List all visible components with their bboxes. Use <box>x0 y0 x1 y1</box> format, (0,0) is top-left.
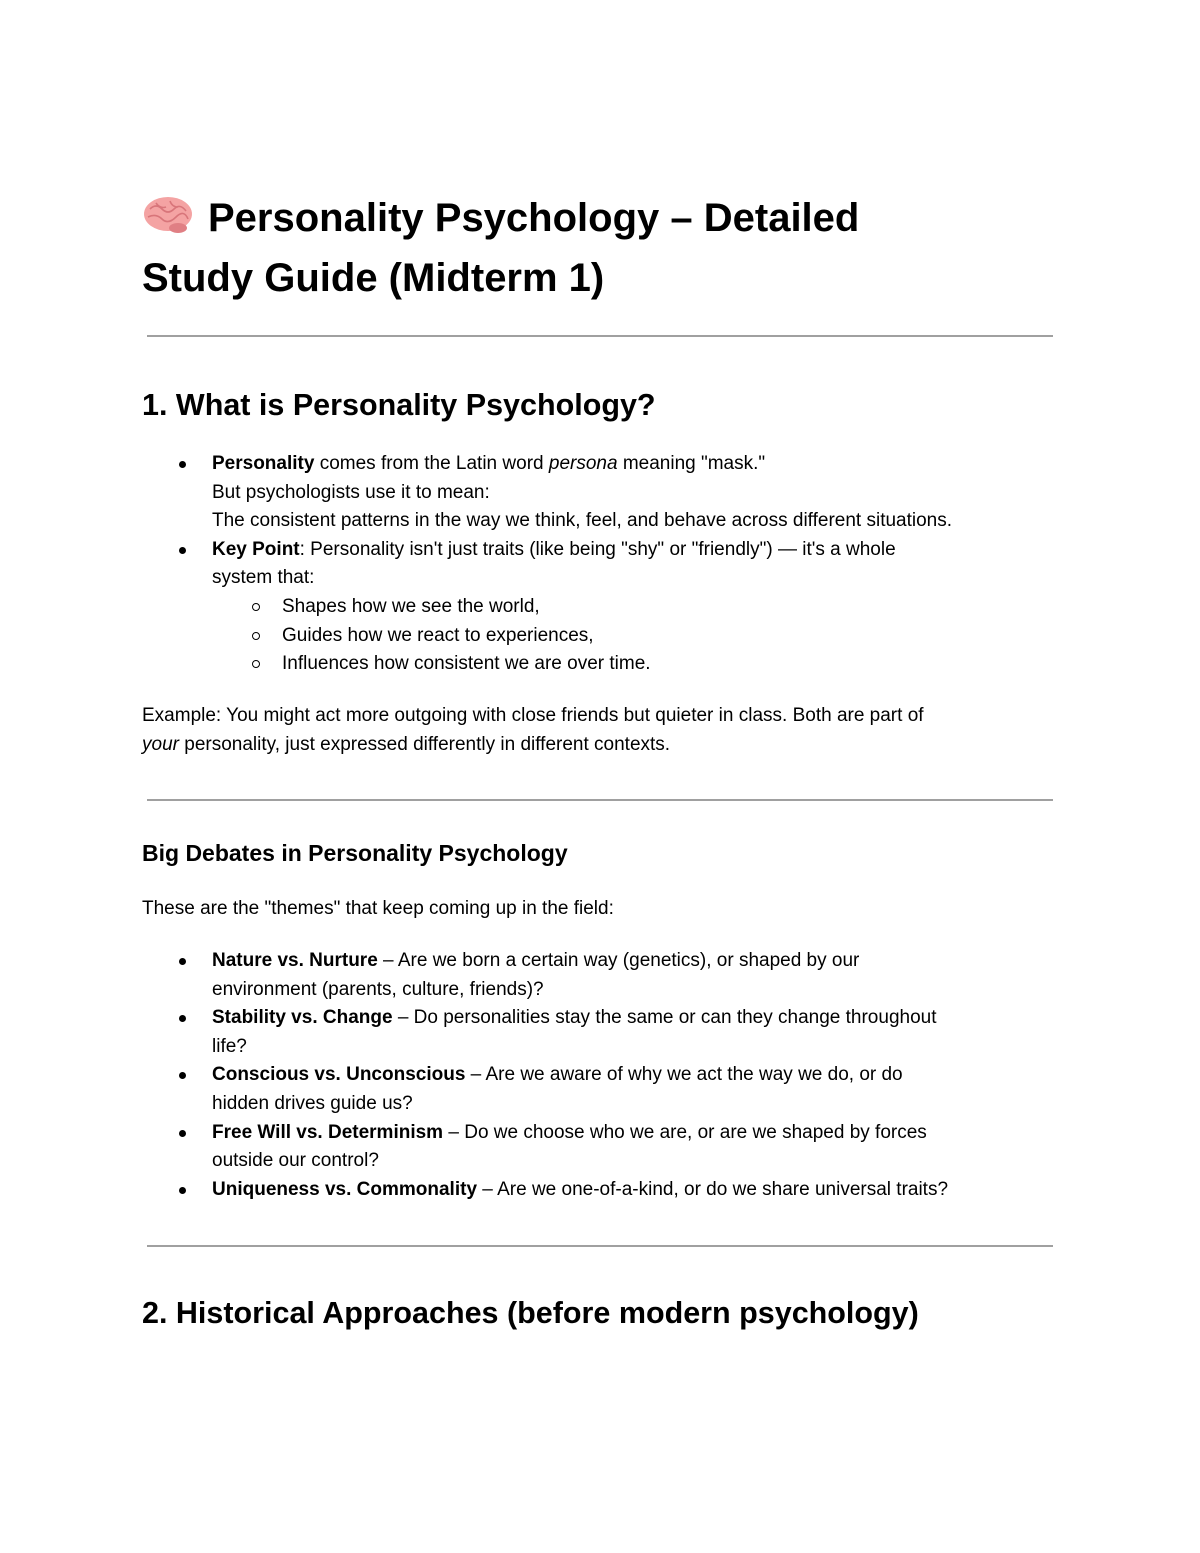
list-item: Personality comes from the Latin word persona meaning "mask." But psychologists use it to mean: The consistent patterns in the way we think, feel, and behave across different situations. <box>212 450 952 536</box>
subsection-heading: Big Debates in Personality Psychology <box>142 840 568 866</box>
document-title: Personality Psychology – Detailed Study Guide (Midterm 1) <box>142 188 859 308</box>
divider <box>147 335 1053 337</box>
section-heading: 1. What is Personality Psychology? <box>142 388 656 422</box>
divider <box>147 799 1053 801</box>
sub-list <box>282 593 952 679</box>
list-item: Free Will vs. Determinism – Do we choose who we are, or are we shaped by forces outside our control? <box>212 1119 948 1176</box>
debates-list <box>212 947 948 1204</box>
list-item: Nature vs. Nurture – Are we born a certain way (genetics), or shaped by our environment (parents, culture, friends)? <box>212 947 948 1004</box>
list-item: Uniqueness vs. Commonality – Are we one-of-a-kind, or do we share universal traits? <box>212 1176 948 1205</box>
list-item: Key Point: Personality isn't just traits (like being "shy" or "friendly") — it's a whole system that: Shapes how we see the world, Guides how we react to experiences, Influences how consistent we are over time. <box>212 536 952 679</box>
list-item: Conscious vs. Unconscious – Are we aware of why we act the way we do, or do hidden drives guide us? <box>212 1061 948 1118</box>
divider <box>147 1245 1053 1247</box>
sub-list-item: Shapes how we see the world, <box>282 593 952 622</box>
intro-paragraph: These are the "themes" that keep coming up in the field: <box>142 898 614 919</box>
example-paragraph: Example: You might act more outgoing with close friends but quieter in class. Both are part of your personality, just expressed differently in different contexts. <box>142 705 924 755</box>
sub-list-item: Influences how consistent we are over time. <box>282 650 952 679</box>
section-heading: 2. Historical Approaches (before modern psychology) <box>142 1296 919 1330</box>
definition-list <box>212 450 952 679</box>
brain-icon <box>142 192 194 232</box>
sub-list-item: Guides how we react to experiences, <box>282 622 952 651</box>
list-item: Stability vs. Change – Do personalities stay the same or can they change throughout life? <box>212 1004 948 1061</box>
